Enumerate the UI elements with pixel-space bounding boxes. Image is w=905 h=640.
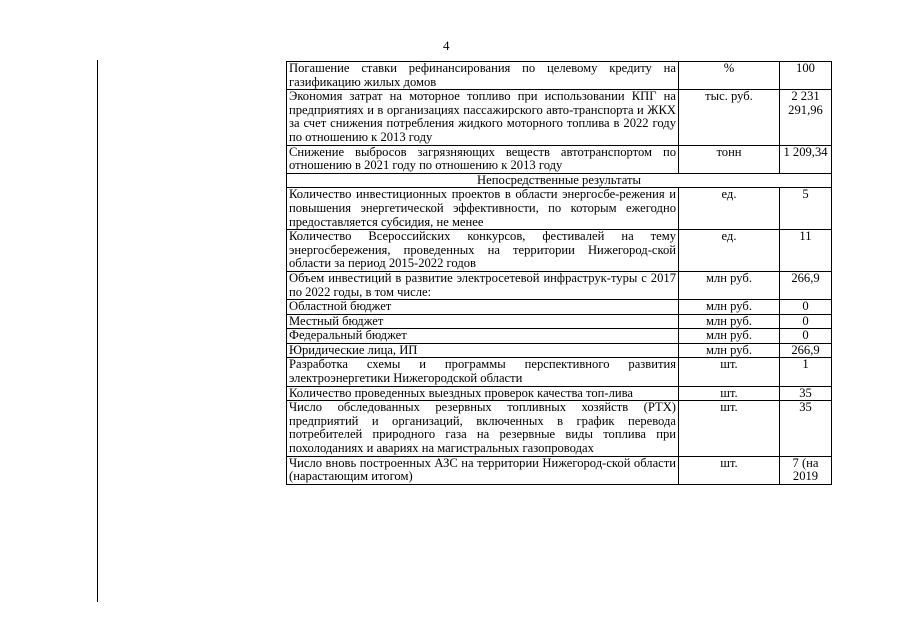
- page-number: 4: [443, 38, 450, 53]
- indicator-unit: %: [679, 62, 780, 90]
- table-row: [287, 90, 832, 145]
- indicator-unit: шт.: [679, 401, 780, 456]
- table-row: [287, 145, 832, 173]
- indicator-name: Погашение ставки рефинансирования по целевому кредиту на газификацию жилых домов: [287, 62, 679, 90]
- table-row: [287, 358, 832, 386]
- indicator-unit: шт.: [679, 456, 780, 484]
- indicator-name: Число обследованных резервных топливных хозяйств (РТХ) предприятий и организаций, включенных в график перевода потребителей природного газа на резервные виды топлива при похолоданиях и авариях на магистральных газопроводах: [287, 401, 679, 456]
- table-row: [287, 300, 832, 315]
- indicator-unit: млн руб.: [679, 343, 780, 358]
- indicator-value: 11: [780, 230, 832, 272]
- indicator-unit: млн руб.: [679, 300, 780, 315]
- table-row: [287, 188, 832, 230]
- indicator-value: 2 231 291,96: [780, 90, 832, 145]
- indicator-value: 1 209,34: [780, 145, 832, 173]
- table-row: [287, 386, 832, 401]
- table-row: [287, 343, 832, 358]
- indicator-value: 35: [780, 401, 832, 456]
- table-row: [287, 401, 832, 456]
- indicator-value: 100: [780, 62, 832, 90]
- indicators-table: [286, 61, 832, 485]
- indicator-unit: ед.: [679, 188, 780, 230]
- table-row: [287, 62, 832, 90]
- indicator-name: Снижение выбросов загрязняющих веществ автотранспортом по отношению в 2021 году по отношению к 2013 году: [287, 145, 679, 173]
- indicator-name: Количество проведенных выездных проверок качества топ-лива: [287, 386, 679, 401]
- indicator-name: Юридические лица, ИП: [287, 343, 679, 358]
- indicator-name: Экономия затрат на моторное топливо при использовании КПГ на предприятиях и в организациях пассажирского авто-транспорта и ЖКХ за счет снижения потребления жидкого моторного топлива в 2022 году по отношению к 2013 году: [287, 90, 679, 145]
- indicator-value: 0: [780, 314, 832, 329]
- table-row: [287, 314, 832, 329]
- section-title: Непосредственные результаты: [287, 173, 832, 188]
- indicator-value: 0: [780, 300, 832, 315]
- indicator-name: Областной бюджет: [287, 300, 679, 315]
- indicator-name: Количество Всероссийских конкурсов, фестивалей на тему энергосбережения, проведенных на территории Нижегород-ской области за период 2015-2022 годов: [287, 230, 679, 272]
- indicator-name: Объем инвестиций в развитие электросетевой инфраструк-туры с 2017 по 2022 годы, в том числе:: [287, 271, 679, 299]
- indicator-name: Количество инвестиционных проектов в области энергосбе-режения и повышения энергетической эффективности, по которым ежегодно предоставляется субсидия, не менее: [287, 188, 679, 230]
- indicator-value: 266,9: [780, 343, 832, 358]
- indicator-name: Число вновь построенных АЗС на территории Нижегород-ской области (нарастающим итогом): [287, 456, 679, 484]
- indicator-unit: тыс. руб.: [679, 90, 780, 145]
- table-row: [287, 456, 832, 484]
- indicator-value: 0: [780, 329, 832, 344]
- indicator-value: 266,9: [780, 271, 832, 299]
- indicator-name: Местный бюджет: [287, 314, 679, 329]
- indicator-value: 1: [780, 358, 832, 386]
- indicator-value: 7 (на 2019: [780, 456, 832, 484]
- table-row: [287, 271, 832, 299]
- indicator-unit: шт.: [679, 386, 780, 401]
- indicator-unit: млн руб.: [679, 271, 780, 299]
- indicator-name: Разработка схемы и программы перспективного развития электроэнергетики Нижегородской области: [287, 358, 679, 386]
- indicator-name: Федеральный бюджет: [287, 329, 679, 344]
- section-row: [287, 173, 832, 188]
- table-row: [287, 329, 832, 344]
- indicator-unit: млн руб.: [679, 314, 780, 329]
- margin-line: [97, 60, 98, 602]
- indicator-value: 5: [780, 188, 832, 230]
- indicator-unit: шт.: [679, 358, 780, 386]
- indicator-unit: млн руб.: [679, 329, 780, 344]
- indicator-unit: тонн: [679, 145, 780, 173]
- table-row: [287, 230, 832, 272]
- indicator-unit: ед.: [679, 230, 780, 272]
- indicator-value: 35: [780, 386, 832, 401]
